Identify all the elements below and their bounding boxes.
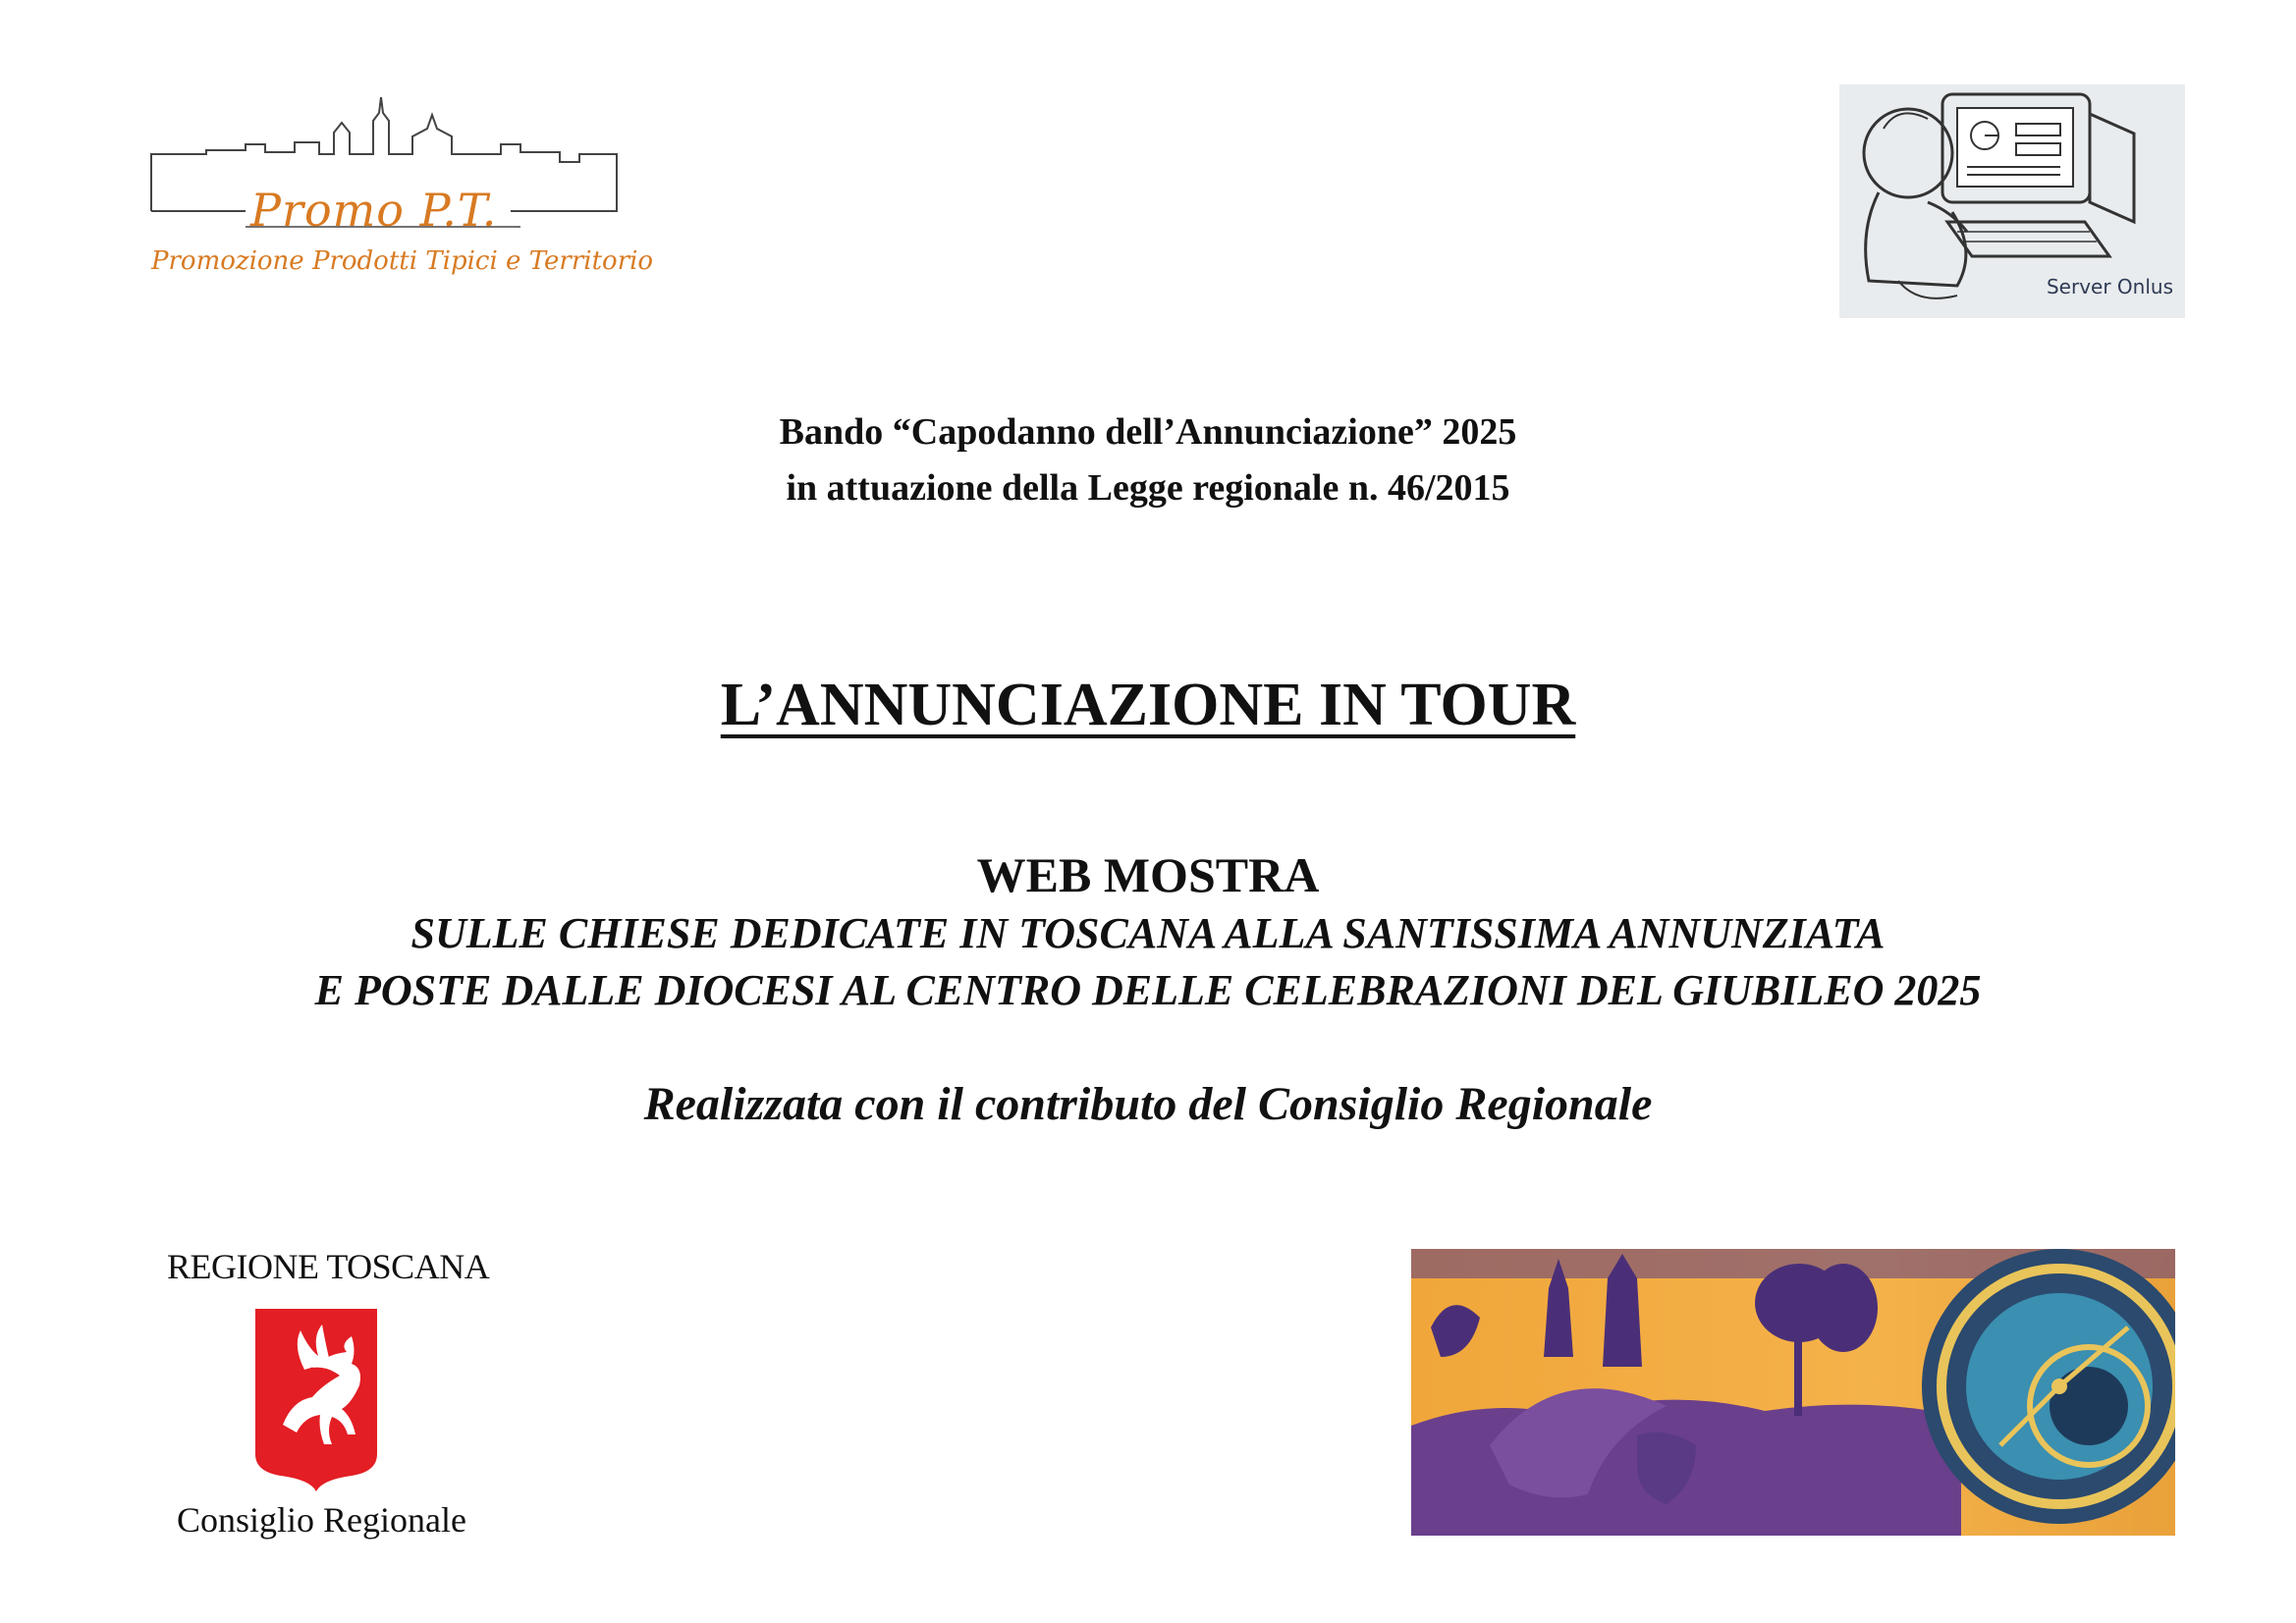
bando-law-reference: in attuazione della Legge regionale n. 46/2015 — [786, 467, 1510, 509]
promo-pt-logo — [147, 93, 654, 290]
server-onlus-logo — [1839, 84, 2185, 318]
page-title: L’ANNUNCIAZIONE IN TOUR — [720, 672, 1576, 738]
promo-brand: Promo P.T. — [250, 184, 498, 237]
consiglio-regionale-label: Consiglio Regionale — [177, 1500, 466, 1540]
subtitle-line-2: E POSTE DALLE DIOCESI AL CENTRO DELLE CELEBRAZIONI DEL GIUBILEO 2025 — [314, 966, 1982, 1014]
annunciation-clock-banner — [1411, 1249, 2175, 1536]
pegasus-shield-icon — [253, 1307, 379, 1493]
subtitle-line-1: SULLE CHIESE DEDICATE IN TOSCANA ALLA SANTISSIMA ANNUNZIATA — [410, 909, 1886, 957]
credit-line: Realizzata con il contributo del Consiglio Regionale — [643, 1078, 1653, 1130]
annunciation-banner-image — [1411, 1249, 2175, 1536]
promo-tagline: Promozione Prodotti Tipici e Territorio — [151, 246, 654, 276]
bando-title: Bando “Capodanno dell’Annunciazione” 2025 — [779, 411, 1517, 453]
web-mostra-heading: WEB MOSTRA — [976, 847, 1320, 902]
regione-toscana-logo — [147, 1242, 540, 1556]
regione-title: REGIONE TOSCANA — [167, 1247, 490, 1286]
server-onlus-text: Server Onlus — [2046, 275, 2173, 298]
